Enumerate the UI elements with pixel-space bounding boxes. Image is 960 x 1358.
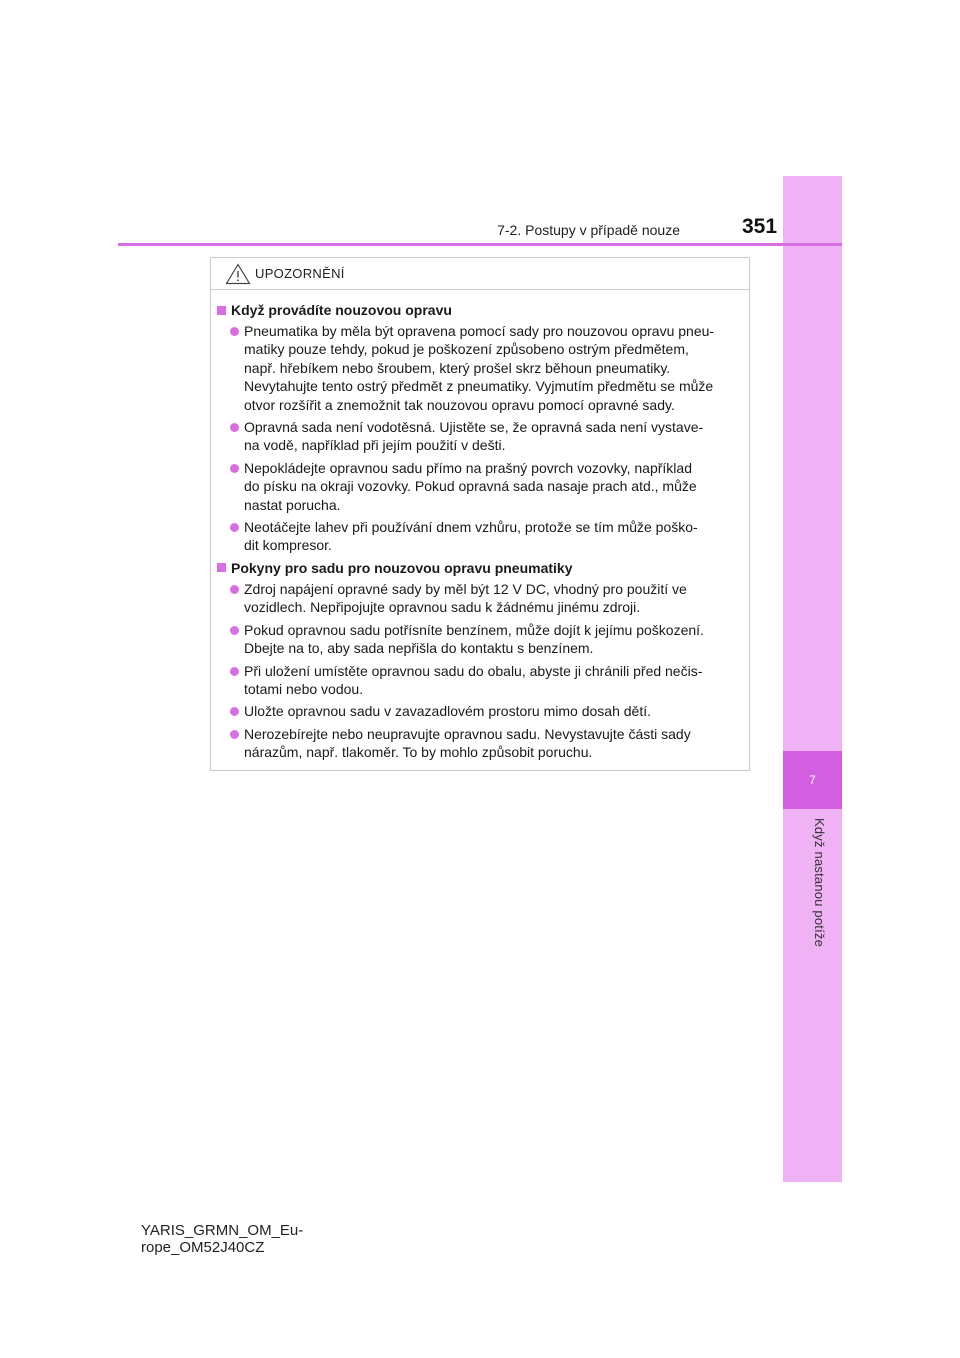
warning-body [211,290,749,762]
list-item: Nepokládejte opravnou sadu přímo na prašný povrch vozovky, například do písku na okraji vozovky. Pokud opravná sada nasaje prach atd., může nastat porucha. [217,459,742,514]
circle-bullet-icon [230,730,239,739]
list-item: Zdroj napájení opravné sady by měl být 12 V DC, vhodný pro použití ve vozidlech. Nepřipojujte opravnou sadu k žádnému jinému zdroji. [217,580,742,617]
chapter-number-box [783,751,842,809]
circle-bullet-icon [230,464,239,473]
circle-bullet-icon [230,626,239,635]
section-heading-repair-kit-instructions: Pokyny pro sadu pro nouzovou opravu pneumatiky [217,559,742,577]
square-bullet-icon [217,563,226,572]
chapter-label: Když nastanou potíže [812,818,827,948]
square-bullet-icon [217,306,226,315]
circle-bullet-icon [230,667,239,676]
list-item: Uložte opravnou sadu v zavazadlovém prostoru mimo dosah dětí. [217,702,742,720]
list-item: Opravná sada není vodotěsná. Ujistěte se, že opravná sada není vystave- na vodě, například při jejím použití v dešti. [217,418,742,455]
warning-title: UPOZORNĚNÍ [255,266,345,281]
circle-bullet-icon [230,327,239,336]
page-number: 351 [742,215,778,238]
section-heading-emergency-repair: Když provádíte nouzovou opravu [217,301,742,319]
list-item: Pneumatika by měla být opravena pomocí sady pro nouzovou opravu pneu- matiky pouze tehdy, pokud je poškození způsobeno ostrým předmětem, např. hřebíkem nebo šroubem, který prošel skrz běhoun pneumatiky. Nevytahujte tento ostrý předmět z pneumatiky. Vyjmutím předmětu se může otvor rozšířit a znemožnit tak nouzovou opravu pomocí opravné sady. [217,322,742,414]
document-id: YARIS_GRMN_OM_Eu- rope_OM52J40CZ [141,1222,304,1256]
chapter-number: 7 [809,773,816,787]
circle-bullet-icon [230,585,239,594]
circle-bullet-icon [230,423,239,432]
list-item: Nerozebírejte nebo neupravujte opravnou sadu. Nevystavujte části sady nárazům, např. tlakoměr. To by mohlo způsobit poruchu. [217,725,742,762]
chapter-side-tab [783,176,842,1182]
header-rule [118,243,842,246]
warning-header [211,258,749,290]
circle-bullet-icon [230,523,239,532]
list-item: Pokud opravnou sadu potřísníte benzínem, může dojít k jejímu poškození. Dbejte na to, aby sada nepřišla do kontaktu s benzínem. [217,621,742,658]
warning-triangle-icon [225,263,251,285]
circle-bullet-icon [230,707,239,716]
warning-box [210,257,750,771]
list-item: Při uložení umístěte opravnou sadu do obalu, abyste ji chránili před nečis- totami nebo vodou. [217,662,742,699]
list-item: Neotáčejte lahev při používání dnem vzhůru, protože se tím může poško- dit kompresor. [217,518,742,555]
section-title: 7-2. Postupy v případě nouze [497,222,680,238]
